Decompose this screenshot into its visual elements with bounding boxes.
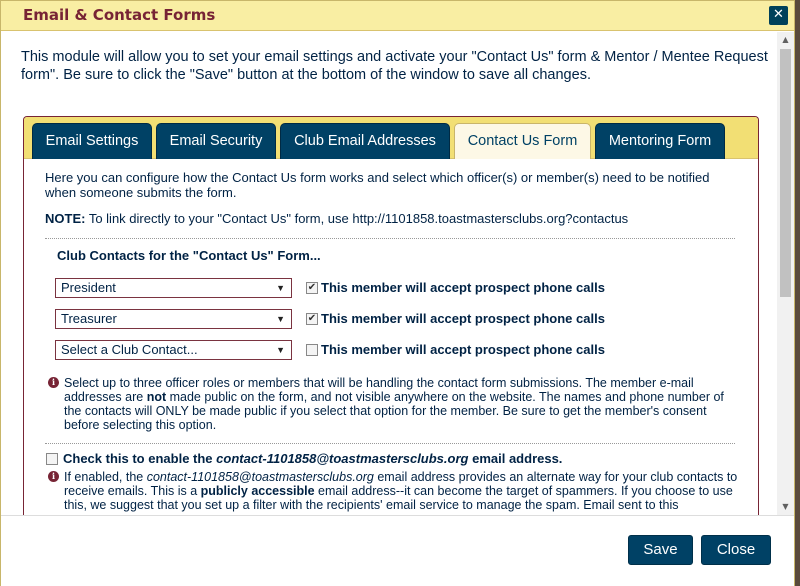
info-icon: i xyxy=(48,377,59,388)
chevron-down-icon: ▼ xyxy=(276,345,285,355)
tab-club-email-addresses[interactable]: Club Email Addresses xyxy=(280,123,450,159)
contacts-info-text xyxy=(64,376,744,432)
enable-contact-email-checkbox[interactable] xyxy=(46,453,58,465)
scroll-down-icon[interactable]: ▼ xyxy=(782,502,789,511)
club-contact-select-3[interactable] xyxy=(55,340,292,360)
dialog-title: Email & Contact Forms xyxy=(23,6,216,24)
chevron-down-icon: ▼ xyxy=(276,283,285,293)
info2-part-b: email address provides an alternate way for your club contacts to receive emails. This is a xyxy=(64,470,738,498)
scrollbar-thumb[interactable] xyxy=(780,49,791,297)
info2-part-a: If enabled, the xyxy=(64,470,147,484)
info2-address: contact-1101858@toastmastersclubs.org xyxy=(146,470,374,484)
select-value: Select a Club Contact... xyxy=(61,342,198,357)
chevron-down-icon: ▼ xyxy=(276,314,285,324)
panel-description: Here you can configure how the Contact Us form works and select which officer(s) or member(s) need to be notified when someone submits the form. xyxy=(45,170,710,200)
info1-part-b: made public on the form, and not visible anywhere on the website. The names and phone number of the contacts will ONLY be made public if you select that option for the member. Be sure to get the member's consent before selecting this option. xyxy=(64,390,724,432)
club-contact-select-1[interactable] xyxy=(55,278,292,298)
info2-part-c: email address--it can become the target of spammers. If you choose to use this, we suggest that you set up a filter with the recipients' email service to manage the spam. Email sent to this xyxy=(64,484,733,512)
info1-not: not xyxy=(146,390,167,404)
info1-part-a: Select up to three officer roles or members that will be handling the contact form submissions. The member e-mail addresses are xyxy=(64,376,694,404)
enable-address: contact-1101858@toastmastersclubs.org xyxy=(216,451,469,466)
divider xyxy=(45,443,735,444)
phone-calls-checkbox-2[interactable]: ✔ xyxy=(307,313,317,324)
intro-text: This module will allow you to set your email settings and activate your "Contact Us" form & Mentor / Mentee Request form". Be sure to click the "Save" button at the bottom of the window to save all changes. xyxy=(21,49,768,83)
info-icon: i xyxy=(48,471,59,482)
tabs-container xyxy=(23,116,759,515)
phone-calls-label-3: This member will accept prospect phone calls xyxy=(321,342,605,357)
contact-email-info-text xyxy=(64,470,744,512)
tab-contact-us-form[interactable]: Contact Us Form xyxy=(454,123,591,160)
tab-strip xyxy=(24,117,758,159)
enable-suffix: email address. xyxy=(468,451,563,466)
phone-calls-label-1: This member will accept prospect phone calls xyxy=(321,280,605,295)
divider xyxy=(45,238,735,239)
note-label: NOTE: xyxy=(45,211,86,226)
vertical-scrollbar[interactable] xyxy=(777,32,794,515)
info2-bold: publicly accessible xyxy=(200,484,315,498)
contact-us-form-panel xyxy=(24,159,758,515)
dialog-footer xyxy=(1,515,794,586)
dialog-titlebar xyxy=(1,1,794,31)
phone-calls-checkbox-1[interactable]: ✔ xyxy=(307,282,317,293)
select-value: President xyxy=(61,280,116,295)
tab-email-security[interactable]: Email Security xyxy=(156,123,276,159)
save-button[interactable]: Save xyxy=(628,535,693,565)
scroll-up-icon[interactable]: ▲ xyxy=(782,35,789,44)
club-contact-select-2[interactable] xyxy=(55,309,292,329)
select-value: Treasurer xyxy=(61,311,117,326)
direct-link-note xyxy=(45,211,735,226)
section-title: Club Contacts for the "Contact Us" Form... xyxy=(57,248,321,263)
note-text: To link directly to your "Contact Us" form, use http://1101858.toastmastersclubs.org?contactus xyxy=(85,211,629,226)
close-button[interactable]: Close xyxy=(701,535,771,565)
enable-prefix: Check this to enable the xyxy=(63,451,217,466)
enable-contact-email-label xyxy=(63,451,562,466)
tab-email-settings[interactable]: Email Settings xyxy=(32,123,152,159)
phone-calls-label-2: This member will accept prospect phone calls xyxy=(321,311,605,326)
dialog-body xyxy=(1,32,794,515)
phone-calls-checkbox-3[interactable] xyxy=(306,344,318,356)
tab-mentoring-form[interactable]: Mentoring Form xyxy=(595,123,725,159)
close-icon[interactable]: ✕ xyxy=(769,6,788,25)
